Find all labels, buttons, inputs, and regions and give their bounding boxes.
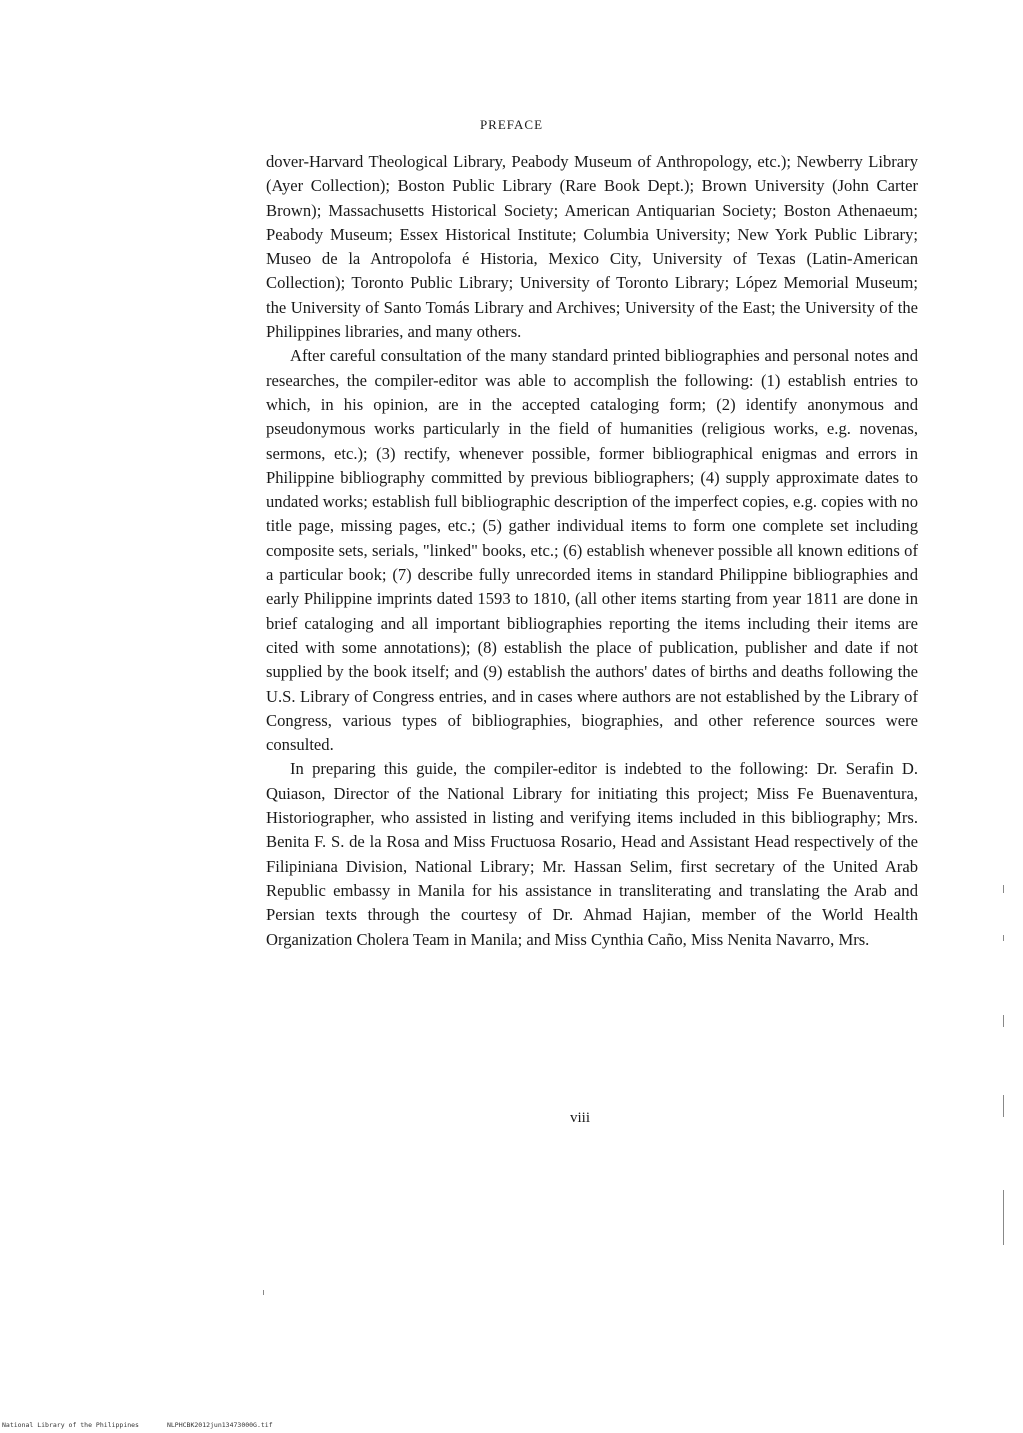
scan-footer-stamp: [2, 1421, 273, 1429]
scan-speck: [1003, 1095, 1004, 1117]
scan-speck: [263, 1290, 264, 1295]
scan-speck: [1003, 885, 1004, 893]
running-head: PREFACE: [479, 117, 544, 132]
page-number: viii: [569, 1110, 590, 1126]
scan-speck: [1003, 1015, 1004, 1027]
paragraph-2: After careful consultation of the many standard printed bibliographies and personal notes and researches, the compiler-editor was able to accomplish the following: (1) establish entries to which, in his opinion, are in the accepted cataloging form; (2) identify anonymous and pseudonymous works particularly in the field of humanities (religious works, e.g. novenas, sermons, etc.); (3) rectify, whenever possible, former bibliographical enigmas and errors in Philippine bibliography committed by previous bibliographers; (4) supply approximate dates to undated works; establish full bibliographic description of the imperfect copies, e.g. copies with no title page, missing pages, etc.; (5) gather individual items to form one complete set including composite sets, serials, "linked" books, etc.; (6) establish whenever possible all known editions of a particular book; (7) describe fully unrecorded items in standard Philippine bibliographies and early Philippine imprints dated 1593 to 1810, (all other items starting from year 1811 are done in brief cataloging and all important bibliographies reporting the items including their items are cited with some annotations); (8) establish the place of publication, publisher and date if not supplied by the book itself; and (9) establish the authors' dates of births and deaths following the U.S. Library of Congress entries, and in cases where authors are not established by the Library of Congress, various types of bibliographies, biographies, and other reference sources were consulted.: [266, 346, 918, 755]
paragraph-3: In preparing this guide, the compiler-editor is indebted to the following: Dr. Serafin D. Quiason, Director of the National Library for initiating this project; Miss Fe Buenaventura, Historiographer, who assisted in listing and verifying items included in this bibliography; Mrs. Benita F. S. de la Rosa and Miss Fructuosa Rosario, Head and Assistant Head respectively of the Filipiniana Division, National Library; Mr. Hassan Selim, first secretary of the United Arab Republic embassy in Manila for his assistance in transliterating and translating the Arab and Persian texts through the courtesy of Dr. Ahmad Hajian, member of the World Health Organization Cholera Team in Manila; and Miss Cynthia Caño, Miss Nenita Navarro, Mrs.: [266, 759, 918, 949]
paragraph-1: dover-Harvard Theological Library, Peabody Museum of Anthropology, etc.); Newberry Library (Ayer Collection); Boston Public Library (Rare Book Dept.); Brown University (John Carter Brown); Massachusetts Historical Society; American Antiquarian Society; Boston Athenaeum; Peabody Museum; Essex Historical Institute; Columbia University; New York Public Library; Museo de la Antropolofa é Historia, Mexico City, University of Texas (Latin-American Collection); Toronto Public Library; University of Toronto Library; López Memorial Museum; the University of Santo Tomás Library and Archives; University of the East; the University of the Philippines libraries, and many others.: [266, 152, 918, 342]
scan-source-label: National Library of the Philippines: [2, 1421, 139, 1429]
scan-file-label: NLPHCBK2012jun13473000G.tif: [166, 1421, 273, 1429]
scan-speck: [1003, 1190, 1004, 1245]
body-text: [266, 150, 918, 952]
scan-speck: [1003, 935, 1004, 941]
